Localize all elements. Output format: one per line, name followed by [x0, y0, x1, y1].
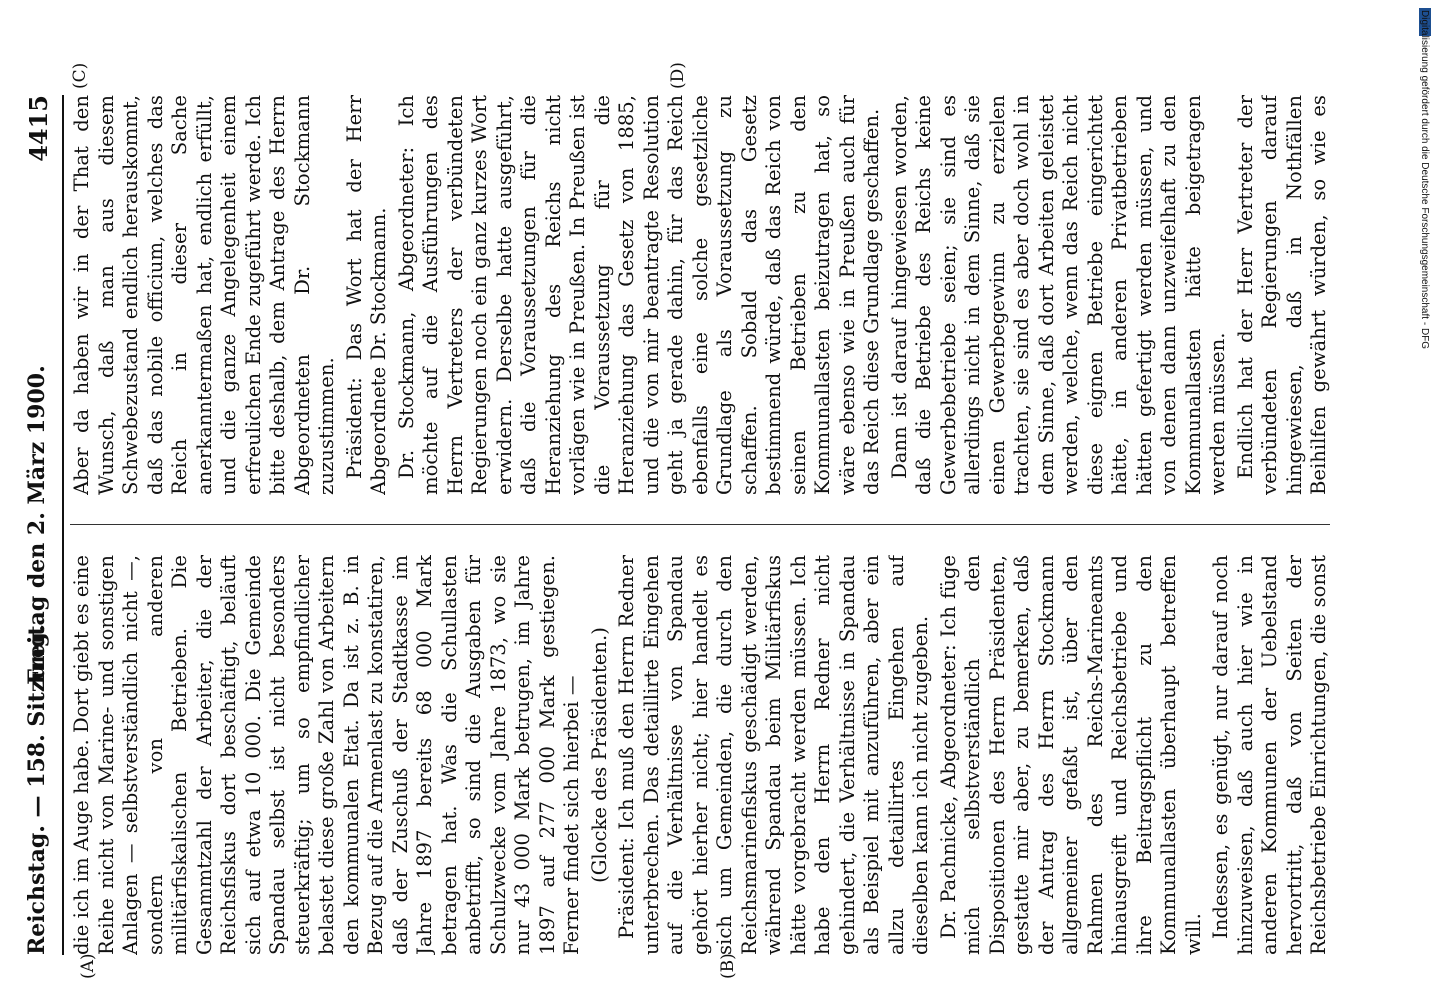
header-page-number: 4415	[24, 95, 53, 162]
left-column	[70, 555, 1330, 955]
paragraph: Dr. Stockmann, Abgeordneter: Ich möchte auf die Ausführungen des Herrn Vertreters der verbündeten Regierungen noch ein ganz kurzes Wort erwidern. Derselbe hatte ausgeführt, daß die Voraussetzungen für die Heranziehung des Reichs nicht vorlägen wie in Preußen. In Preußen ist die Voraussetzung für die Heranziehung das Gesetz von 1885, und die von mir beantragte Resolution geht ja gerade dahin, für das Reich ebenfalls eine solche gesetzliche Grundlage als Voraussetzung zu schaffen. Sobald das Gesetz bestimmend würde, daß das Reich von seinen Betrieben zu den Kommunallasten beizutragen hat, so wäre ebenso wie in Preußen auch für das Reich diese Grundlage geschaffen.	[394, 95, 883, 495]
margin-mark-c: (C)	[70, 62, 90, 89]
margin-mark-b: (B)	[718, 953, 738, 979]
rotated-page-content	[18, 62, 1398, 979]
paragraph: die ich im Auge habe. Dort giebt es eine Reihe nicht von Marine- und sonstigen Anlagen — selbstverständlich nicht —, sondern von anderen militärfiskalischen Betrieben. Die Gesammtzahl der Arbeiter, die der Reichsfiskus dort beschäftigt, beläuft sich auf etwa 10 000. Die Gemeinde Spandau selbst ist nicht besonders steuerkräftig; um so empfindlicher belastet diese große Zahl von Arbeitern den kommunalen Etat. Da ist z. B. in Bezug auf die Armenlast zu konstatiren, daß der Zuschuß der Stadtkasse im Jahre 1897 bereits 68 000 Mark betragen hat. Was die Schullasten anbetrifft, so sind die Ausgaben für Schulzwecke vom Jahre 1873, wo sie nur 43 000 Mark betrugen, im Jahre 1897 auf 277 000 Mark gestiegen. Ferner findet sich hierbei —	[70, 555, 583, 955]
header-session: Reichstag. — 158. Sitzung.	[24, 624, 50, 955]
credit-text: Digitalisierung gefördert durch die Deutsche Forschungsgemeinschaft - DFG	[1419, 10, 1430, 350]
stage-direction: (Glocke des Präsidenten.)	[587, 627, 611, 883]
margin-mark-d: (D)	[668, 62, 688, 89]
paragraph: Dr. Pachnicke, Abgeordneter: Ich füge mich selbstverständlich den Dispositionen des Herrn Präsidenten, gestatte mir aber, zu bemerken, daß der Antrag des Herrn Stockmann allgemeiner gefaßt ist, über den Rahmen des Reichs-Marineamts hinausgreift und Reichsbetriebe und ihre Beitragspflicht zu den Kommunallasten überhaupt betreffen will.	[936, 555, 1205, 955]
digitization-credit	[1418, 10, 1432, 990]
header-date: Freitag den 2. März 1900.	[24, 365, 50, 685]
right-column	[70, 95, 1330, 495]
page-header	[18, 95, 64, 955]
paragraph: Dann ist darauf hingewiesen worden, daß die Betriebe des Reichs keine Gewerbebetriebe seien; sie sind es allerdings nicht in dem Sinne, daß sie einen Gewerbegewinn zu erzielen trachten, sie sind es aber doch wohl in dem Sinne, daß dort Arbeiten geleistet werden, welche, wenn das Reich nicht diese eignen Betriebe eingerichtet hätte, in anderen Privatbetrieben hätten gefertigt werden müssen, und von denen dann unzweifelhaft zu den Kommunallasten hätte beigetragen werden müssen.	[887, 95, 1229, 495]
paragraph: Präsident: Das Wort hat der Herr Abgeordnete Dr. Stockmann.	[342, 95, 390, 495]
paragraph: Indessen, es genügt, nur darauf noch hinzuweisen, daß auch hier wie in anderen Kommunen der Uebelstand hervortritt, daß von Seiten der Reichsbetriebe Einrichtungen, die sonst	[1209, 555, 1330, 955]
paragraph: Endlich hat der Herr Vertreter der verbündeten Regierungen darauf hingewiesen, daß in Nothfällen Beihilfen gewährt würden, so wie es	[1233, 95, 1330, 495]
margin-mark-a: (A)	[78, 953, 98, 979]
column-divider	[70, 524, 1330, 525]
paragraph: Präsident: Ich muß den Herrn Redner unterbrechen. Das detaillirte Eingehen auf die Verhältnisse von Spandau gehört hierher nicht; hier handelt es sich um Gemeinden, die durch den Reichsmarinefiskus geschädigt werden, während Spandau beim Militärfiskus hätte vorgebracht werden müssen. Ich habe den Herrn Redner nicht gehindert, die Verhältnisse in Spandau als Beispiel mit anzuführen, aber ein allzu detaillirtes Eingehen auf dieselben kann ich nicht zugeben.	[615, 555, 932, 955]
paragraph: Aber da haben wir in der That den Wunsch, daß man aus diesem Schwebezustand endlich herauskommt, daß das nobile officium, welches das Reich in dieser Sache anerkanntermaßen hat, endlich erfüllt, und die ganze Angelegenheit einem erfreulichen Ende zugeführt werde. Ich bitte deshalb, dem Antrage des Herrn Abgeordneten Dr. Stockmann zuzustimmen.	[70, 95, 338, 495]
